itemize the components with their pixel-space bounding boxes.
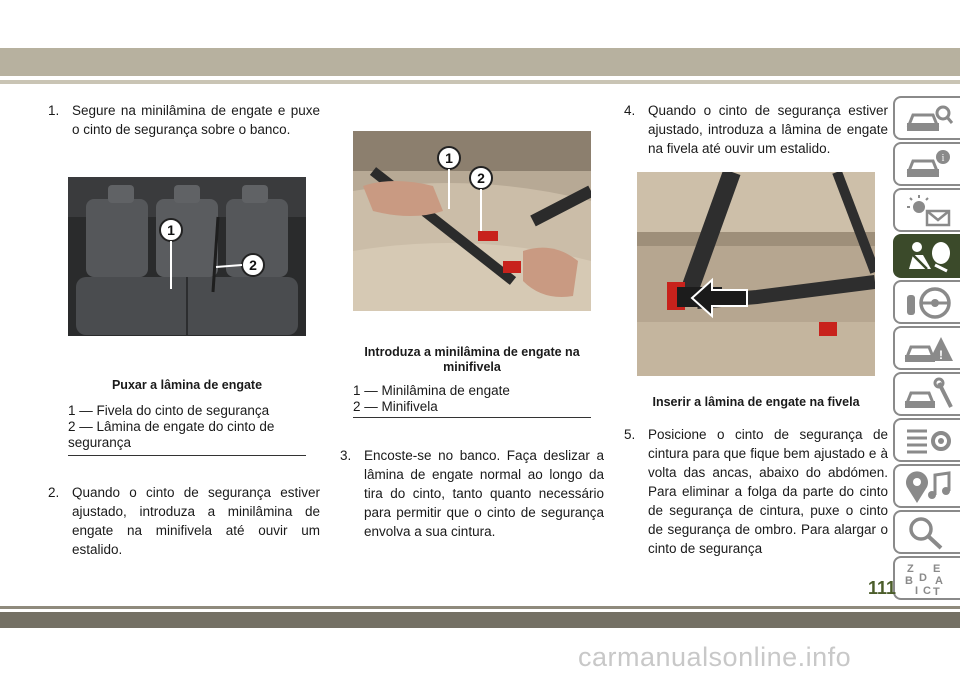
- step-4: [624, 101, 888, 158]
- tab-safety[interactable]: [893, 234, 960, 278]
- step-number: 4.: [624, 103, 636, 118]
- tab-technical-data[interactable]: [893, 418, 960, 462]
- car-search-icon: [903, 101, 955, 137]
- figure-caption: Puxar a lâmina de engate: [111, 378, 263, 392]
- tab-starting-operating[interactable]: [893, 280, 960, 324]
- svg-text:i: i: [941, 153, 945, 164]
- steering-wheel-icon: [903, 285, 955, 321]
- car-wrench-icon: [903, 377, 955, 413]
- search-icon: [903, 515, 955, 551]
- tab-dashboard[interactable]: [893, 142, 960, 186]
- legend-divider: [353, 417, 591, 418]
- photo-mini-buckle: [353, 131, 591, 311]
- index-letter: Z: [907, 563, 914, 575]
- column-1: [48, 101, 320, 139]
- tab-multimedia[interactable]: [893, 464, 960, 508]
- alphabet-index-icon: [903, 561, 955, 597]
- tab-index[interactable]: [893, 556, 960, 600]
- step-text: Quando o cinto de segurança estiver ajustado, introduza a minilâmina de engate na minifivela até ouvir um estalido.: [72, 485, 320, 557]
- music-location-icon: [903, 469, 955, 505]
- warning-light-icon: [903, 193, 955, 229]
- callout-1: 1: [445, 150, 453, 166]
- figure-1-caption-block: [68, 378, 306, 456]
- index-letter: E: [933, 563, 941, 575]
- step-number: 5.: [624, 427, 636, 442]
- index-letter: B: [905, 575, 913, 587]
- callout-2: 2: [249, 257, 257, 273]
- legend-item: 1 — Fivela do cinto de segurança: [68, 403, 270, 418]
- figure-caption: Inserir a lâmina de engate na fivela: [652, 395, 860, 409]
- list-gear-icon: [903, 423, 955, 459]
- legend-item: 1 — Minilâmina de engate: [353, 383, 510, 398]
- tab-search[interactable]: [893, 510, 960, 554]
- callout-2: 2: [477, 170, 485, 186]
- header-band: [0, 48, 960, 76]
- footer-band: [0, 612, 960, 628]
- step-text: Posicione o cinto de segurança de cintura para que fique bem ajustado e à volta das ancas, abaixo do abdómen. Para eliminar a folga da parte do cinto de segurança de cintura, puxe o cinto de segurança de ombro. Para alargar o cinto de segurança: [648, 427, 888, 556]
- legend-item: 2 — Minifivela: [353, 399, 438, 414]
- step-text: Quando o cinto de segurança estiver ajustado, introduza a lâmina de engate na fivela até ouvir um estalido.: [648, 103, 888, 156]
- index-letter: C: [923, 585, 931, 597]
- header-line: [0, 80, 960, 84]
- index-letter: D: [919, 572, 927, 584]
- column-3-lower: [624, 425, 888, 558]
- photo-rear-seat: [68, 177, 306, 336]
- watermark: carmanualsonline.info: [578, 642, 852, 672]
- column-1-lower: [48, 483, 320, 559]
- step-3: [340, 446, 604, 541]
- tab-vehicle-info[interactable]: [893, 96, 960, 140]
- figure-legend: [68, 403, 306, 451]
- seatbelt-airbag-icon: [903, 239, 955, 275]
- car-warning-icon: [903, 331, 955, 367]
- index-letter: T: [933, 586, 940, 597]
- step-1: [48, 101, 320, 139]
- photo-insert-buckle: [637, 172, 875, 376]
- step-text: Encoste-se no banco. Faça deslizar a lâmina de engate normal ao longo da tira do cinto, tanto quanto necessário para permitir que o cinto de segurança envolva a sua cintura.: [364, 448, 604, 539]
- legend-divider: [68, 455, 306, 456]
- step-number: 3.: [340, 448, 352, 463]
- tab-emergency[interactable]: [893, 326, 960, 370]
- column-3: [624, 101, 888, 158]
- tab-servicing[interactable]: [893, 372, 960, 416]
- step-number: 2.: [48, 485, 60, 500]
- figure-legend: [353, 383, 591, 415]
- step-2: [48, 483, 320, 559]
- legend-item: 2 — Lâmina de engate do cinto de segurança: [68, 419, 275, 450]
- footer-line: [0, 606, 960, 609]
- figure-2-caption-block: [353, 345, 591, 418]
- callout-1: 1: [167, 222, 175, 238]
- page-number: 111: [868, 578, 897, 598]
- step-5: [624, 425, 888, 558]
- figure-caption: Introduza a minilâmina de engate na minifivela: [364, 345, 580, 374]
- index-letter: I: [915, 585, 919, 597]
- svg-text:!: !: [939, 348, 943, 362]
- index-letter: A: [935, 575, 943, 587]
- figure-3-caption-block: [637, 395, 875, 410]
- tab-lights-messages[interactable]: [893, 188, 960, 232]
- step-text: Segure na minilâmina de engate e puxe o cinto de segurança sobre o banco.: [72, 103, 320, 137]
- column-2-lower: [340, 446, 604, 541]
- step-number: 1.: [48, 103, 60, 118]
- car-info-icon: [903, 147, 955, 183]
